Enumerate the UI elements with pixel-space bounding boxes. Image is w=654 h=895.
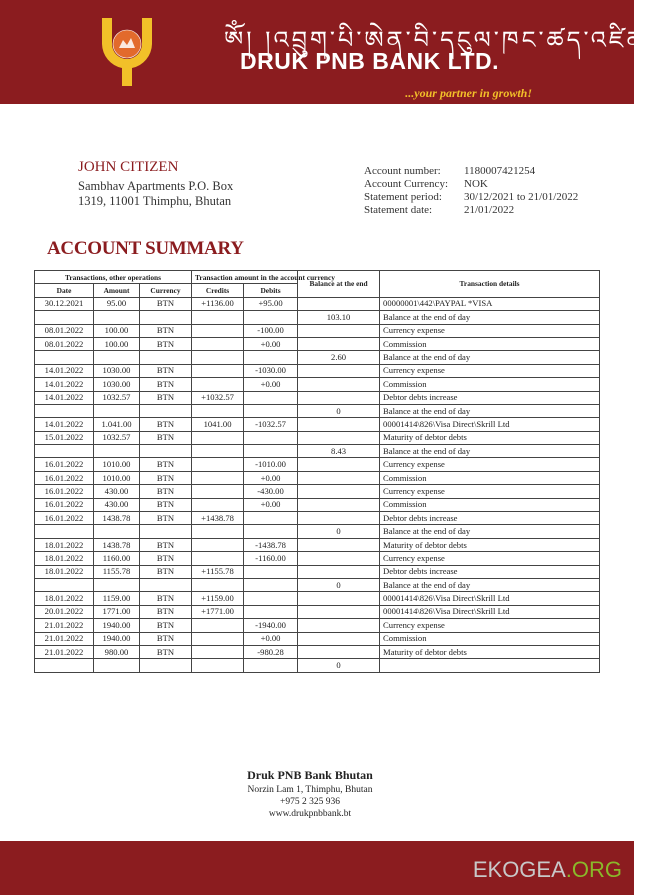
statement-period-label: Statement period: <box>364 191 442 203</box>
cell-date: 21.01.2022 <box>35 645 94 658</box>
cell-debit <box>244 592 298 605</box>
table-row <box>35 297 600 310</box>
statement-date-label: Statement date: <box>364 204 433 216</box>
cell-credit <box>192 311 244 324</box>
cell-credit <box>192 378 244 391</box>
cell-currency <box>140 445 192 458</box>
table-row <box>35 578 600 591</box>
cell-debit: -430.00 <box>244 485 298 498</box>
cell-amount: 1030.00 <box>94 364 140 377</box>
account-number-label: Account number: <box>364 165 441 177</box>
table-row <box>35 404 600 417</box>
cell-balance: 103.10 <box>298 311 380 324</box>
cell-currency: BTN <box>140 552 192 565</box>
cell-details: Commission <box>380 378 600 391</box>
customer-address-line1: Sambhav Apartments P.O. Box <box>78 179 234 193</box>
cell-debit <box>244 391 298 404</box>
cell-date: 18.01.2022 <box>35 538 94 551</box>
cell-details <box>380 659 600 672</box>
cell-date <box>35 311 94 324</box>
column-header-currency: Currency <box>140 284 192 297</box>
cell-date: 14.01.2022 <box>35 364 94 377</box>
cell-credit <box>192 458 244 471</box>
cell-details: Maturity of debtor debts <box>380 645 600 658</box>
cell-currency <box>140 404 192 417</box>
cell-currency: BTN <box>140 324 192 337</box>
cell-details: 00000001\442\PAYPAL *VISA <box>380 297 600 310</box>
cell-balance <box>298 471 380 484</box>
header-balance-at-end: Balance at the end <box>298 271 380 298</box>
cell-balance: 8.43 <box>298 445 380 458</box>
cell-date: 21.01.2022 <box>35 632 94 645</box>
cell-currency: BTN <box>140 458 192 471</box>
cell-details: Balance at the end of day <box>380 404 600 417</box>
cell-date <box>35 445 94 458</box>
cell-debit: +0.00 <box>244 378 298 391</box>
cell-amount <box>94 525 140 538</box>
table-row <box>35 525 600 538</box>
cell-date: 16.01.2022 <box>35 485 94 498</box>
cell-currency: BTN <box>140 498 192 511</box>
cell-debit: +95.00 <box>244 297 298 310</box>
cell-currency <box>140 659 192 672</box>
account-currency-row <box>364 178 488 190</box>
cell-currency: BTN <box>140 364 192 377</box>
column-header-amount: Amount <box>94 284 140 297</box>
cell-balance <box>298 364 380 377</box>
cell-date: 18.01.2022 <box>35 565 94 578</box>
cell-amount: 95.00 <box>94 297 140 310</box>
cell-balance <box>298 592 380 605</box>
cell-currency: BTN <box>140 605 192 618</box>
footer-website[interactable]: www.drukpnbbank.bt <box>268 809 352 819</box>
cell-credit: +1032.57 <box>192 391 244 404</box>
cell-credit <box>192 471 244 484</box>
cell-balance: 2.60 <box>298 351 380 364</box>
cell-debit <box>244 659 298 672</box>
cell-amount <box>94 659 140 672</box>
cell-credit <box>192 538 244 551</box>
cell-debit: -1438.78 <box>244 538 298 551</box>
cell-credit: +1159.00 <box>192 592 244 605</box>
statement-period: 30/12/2021 to 21/01/2022 <box>464 191 579 203</box>
tagline: ...your partner in growth! <box>405 86 532 100</box>
table-row <box>35 498 600 511</box>
watermark <box>473 857 622 883</box>
cell-amount: 1010.00 <box>94 458 140 471</box>
cell-credit: +1155.78 <box>192 565 244 578</box>
header-transactions-group: Transactions, other operations <box>35 271 192 284</box>
table-row <box>35 659 600 672</box>
cell-details: Balance at the end of day <box>380 445 600 458</box>
cell-amount: 100.00 <box>94 324 140 337</box>
cell-debit: -1160.00 <box>244 552 298 565</box>
table-row <box>35 324 600 337</box>
cell-amount <box>94 404 140 417</box>
cell-date: 30.12.2021 <box>35 297 94 310</box>
table-row <box>35 592 600 605</box>
cell-date: 20.01.2022 <box>35 605 94 618</box>
account-summary-title: ACCOUNT SUMMARY <box>47 238 244 259</box>
cell-currency <box>140 525 192 538</box>
cell-credit: +1771.00 <box>192 605 244 618</box>
cell-debit: -980.28 <box>244 645 298 658</box>
table-row <box>35 431 600 444</box>
table-row <box>35 471 600 484</box>
cell-amount: 1032.57 <box>94 391 140 404</box>
cell-date <box>35 578 94 591</box>
column-header-debits: Debits <box>244 284 298 297</box>
cell-credit <box>192 659 244 672</box>
cell-details: 00001414\826\Visa Direct\Skrill Ltd <box>380 592 600 605</box>
statement-date-row <box>364 204 514 216</box>
cell-balance <box>298 431 380 444</box>
cell-amount: 430.00 <box>94 498 140 511</box>
table-row <box>35 418 600 431</box>
table-row <box>35 337 600 350</box>
cell-debit <box>244 351 298 364</box>
table-row <box>35 619 600 632</box>
cell-debit <box>244 565 298 578</box>
header-transaction-details: Transaction details <box>380 271 600 298</box>
watermark-tld: .ORG <box>565 857 622 882</box>
cell-currency: BTN <box>140 485 192 498</box>
cell-amount: 1159.00 <box>94 592 140 605</box>
cell-details: Commission <box>380 337 600 350</box>
cell-details: Currency expense <box>380 458 600 471</box>
table-row <box>35 391 600 404</box>
cell-debit <box>244 311 298 324</box>
cell-balance <box>298 645 380 658</box>
cell-amount <box>94 445 140 458</box>
cell-debit: -100.00 <box>244 324 298 337</box>
cell-credit: +1438.78 <box>192 512 244 525</box>
cell-date: 18.01.2022 <box>35 592 94 605</box>
cell-balance: 0 <box>298 578 380 591</box>
cell-details: Maturity of debtor debts <box>380 538 600 551</box>
cell-currency <box>140 351 192 364</box>
customer-name: JOHN CITIZEN <box>78 159 179 175</box>
cell-credit <box>192 337 244 350</box>
cell-balance: 0 <box>298 659 380 672</box>
cell-credit <box>192 324 244 337</box>
cell-details: Currency expense <box>380 552 600 565</box>
cell-date: 14.01.2022 <box>35 378 94 391</box>
cell-debit: +0.00 <box>244 337 298 350</box>
cell-debit <box>244 512 298 525</box>
cell-date: 14.01.2022 <box>35 391 94 404</box>
cell-date: 16.01.2022 <box>35 471 94 484</box>
cell-date: 21.01.2022 <box>35 619 94 632</box>
cell-debit: -1030.00 <box>244 364 298 377</box>
cell-details: Debtor debts increase <box>380 565 600 578</box>
cell-details: Currency expense <box>380 364 600 377</box>
cell-date: 16.01.2022 <box>35 458 94 471</box>
cell-amount <box>94 311 140 324</box>
cell-details: Maturity of debtor debts <box>380 431 600 444</box>
bank-name: DRUK PNB BANK LTD. <box>240 48 500 74</box>
cell-amount: 100.00 <box>94 337 140 350</box>
footer-phone: +975 2 325 936 <box>280 797 340 807</box>
cell-amount: 1032.57 <box>94 431 140 444</box>
table-row <box>35 485 600 498</box>
cell-credit <box>192 351 244 364</box>
cell-currency: BTN <box>140 418 192 431</box>
cell-credit <box>192 364 244 377</box>
cell-credit <box>192 498 244 511</box>
cell-balance <box>298 512 380 525</box>
table-row <box>35 311 600 324</box>
cell-amount: 1438.78 <box>94 538 140 551</box>
cell-currency: BTN <box>140 619 192 632</box>
table-row <box>35 645 600 658</box>
cell-credit <box>192 578 244 591</box>
cell-debit <box>244 525 298 538</box>
cell-currency: BTN <box>140 645 192 658</box>
cell-date <box>35 404 94 417</box>
cell-details: 00001414\826\Visa Direct\Skrill Ltd <box>380 605 600 618</box>
cell-details: Currency expense <box>380 485 600 498</box>
cell-credit <box>192 525 244 538</box>
cell-amount <box>94 578 140 591</box>
account-currency-label: Account Currency: <box>364 178 448 190</box>
cell-balance: 0 <box>298 525 380 538</box>
table-row <box>35 538 600 551</box>
cell-debit <box>244 578 298 591</box>
dzongkha-bank-name: ཨོཾ། །འབྲུག་པི་ཨེན་བི་དངུལ་ཁང་ཚད་འཛིན། <box>224 26 654 54</box>
cell-date: 15.01.2022 <box>35 431 94 444</box>
bank-logo <box>96 14 158 88</box>
column-header-date: Date <box>35 284 94 297</box>
cell-date <box>35 659 94 672</box>
cell-details: Balance at the end of day <box>380 525 600 538</box>
cell-details: Debtor debts increase <box>380 512 600 525</box>
cell-date: 08.01.2022 <box>35 337 94 350</box>
table-row <box>35 378 600 391</box>
cell-balance: 0 <box>298 404 380 417</box>
header-amount-in-currency-group: Transaction amount in the account currency <box>192 271 298 284</box>
cell-debit: -1940.00 <box>244 619 298 632</box>
cell-details: Debtor debts increase <box>380 391 600 404</box>
cell-credit <box>192 645 244 658</box>
cell-currency <box>140 578 192 591</box>
cell-amount: 430.00 <box>94 485 140 498</box>
cell-credit <box>192 552 244 565</box>
cell-amount: 1940.00 <box>94 632 140 645</box>
cell-date: 14.01.2022 <box>35 418 94 431</box>
cell-currency: BTN <box>140 337 192 350</box>
cell-balance <box>298 297 380 310</box>
cell-debit: +0.00 <box>244 632 298 645</box>
cell-details: Commission <box>380 498 600 511</box>
table-row <box>35 512 600 525</box>
customer-address-line2: 1319, 11001 Thimphu, Bhutan <box>78 194 232 208</box>
cell-date: 16.01.2022 <box>35 512 94 525</box>
transactions-body <box>35 297 600 672</box>
cell-credit: 1041.00 <box>192 418 244 431</box>
cell-date <box>35 525 94 538</box>
cell-credit <box>192 632 244 645</box>
cell-currency: BTN <box>140 297 192 310</box>
footer-address: Norzin Lam 1, Thimphu, Bhutan <box>247 785 373 795</box>
cell-debit <box>244 605 298 618</box>
watermark-name: EKOGEA <box>472 857 566 882</box>
cell-credit <box>192 619 244 632</box>
cell-balance <box>298 498 380 511</box>
cell-currency: BTN <box>140 471 192 484</box>
cell-balance <box>298 619 380 632</box>
cell-debit <box>244 445 298 458</box>
cell-currency: BTN <box>140 378 192 391</box>
cell-details: Balance at the end of day <box>380 578 600 591</box>
statement-period-row <box>364 191 578 203</box>
table-row <box>35 364 600 377</box>
cell-currency: BTN <box>140 431 192 444</box>
cell-debit: +0.00 <box>244 498 298 511</box>
cell-amount: 1030.00 <box>94 378 140 391</box>
account-number-row <box>364 165 535 177</box>
cell-balance <box>298 605 380 618</box>
transactions-table <box>34 270 600 673</box>
cell-currency: BTN <box>140 592 192 605</box>
cell-details: 00001414\826\Visa Direct\Skrill Ltd <box>380 418 600 431</box>
cell-details: Currency expense <box>380 619 600 632</box>
cell-balance <box>298 418 380 431</box>
table-row <box>35 565 600 578</box>
cell-currency: BTN <box>140 565 192 578</box>
cell-date: 16.01.2022 <box>35 498 94 511</box>
table-row <box>35 605 600 618</box>
column-header-credits: Credits <box>192 284 244 297</box>
cell-balance <box>298 632 380 645</box>
cell-amount <box>94 351 140 364</box>
cell-details: Balance at the end of day <box>380 351 600 364</box>
cell-amount: 1940.00 <box>94 619 140 632</box>
footer-bank-name: Druk PNB Bank Bhutan <box>247 768 373 782</box>
cell-currency <box>140 311 192 324</box>
cell-balance <box>298 458 380 471</box>
table-row <box>35 445 600 458</box>
table-row <box>35 351 600 364</box>
cell-balance <box>298 378 380 391</box>
table-row <box>35 632 600 645</box>
table-row <box>35 458 600 471</box>
cell-balance <box>298 538 380 551</box>
cell-credit <box>192 485 244 498</box>
cell-date: 08.01.2022 <box>35 324 94 337</box>
cell-credit: +1136.00 <box>192 297 244 310</box>
cell-details: Commission <box>380 632 600 645</box>
cell-balance <box>298 485 380 498</box>
table-row <box>35 552 600 565</box>
cell-balance <box>298 391 380 404</box>
cell-balance <box>298 565 380 578</box>
cell-amount: 1438.78 <box>94 512 140 525</box>
cell-currency: BTN <box>140 391 192 404</box>
statement-date: 21/01/2022 <box>464 204 515 216</box>
cell-currency: BTN <box>140 512 192 525</box>
cell-debit: -1032.57 <box>244 418 298 431</box>
cell-credit <box>192 445 244 458</box>
cell-details: Balance at the end of day <box>380 311 600 324</box>
cell-credit <box>192 404 244 417</box>
cell-currency: BTN <box>140 632 192 645</box>
cell-amount: 1771.00 <box>94 605 140 618</box>
cell-balance <box>298 337 380 350</box>
cell-credit <box>192 431 244 444</box>
cell-debit <box>244 431 298 444</box>
account-currency: NOK <box>464 178 488 190</box>
cell-date: 18.01.2022 <box>35 552 94 565</box>
cell-debit: -1010.00 <box>244 458 298 471</box>
account-number: 1180007421254 <box>464 165 536 177</box>
cell-details: Currency expense <box>380 324 600 337</box>
cell-details: Commission <box>380 471 600 484</box>
cell-balance <box>298 324 380 337</box>
cell-debit <box>244 404 298 417</box>
cell-balance <box>298 552 380 565</box>
cell-amount: 1010.00 <box>94 471 140 484</box>
cell-amount: 1155.78 <box>94 565 140 578</box>
cell-amount: 1160.00 <box>94 552 140 565</box>
cell-debit: +0.00 <box>244 471 298 484</box>
cell-date <box>35 351 94 364</box>
cell-amount: 1.041.00 <box>94 418 140 431</box>
cell-amount: 980.00 <box>94 645 140 658</box>
header-banner <box>0 0 654 104</box>
cell-currency: BTN <box>140 538 192 551</box>
